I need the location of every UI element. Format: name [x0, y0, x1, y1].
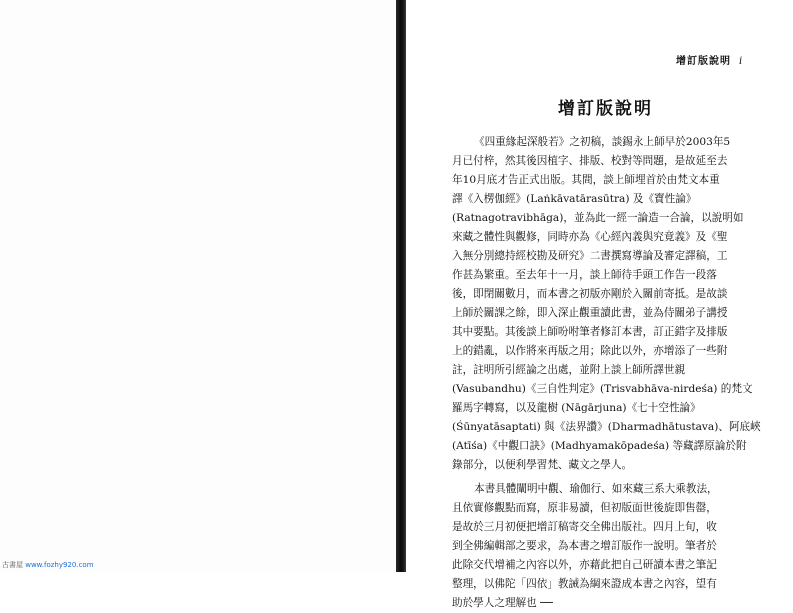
text-line: 羅馬字轉寫，以及龍樹 (Nāgārjuna)《七十空性論》: [452, 402, 701, 414]
body-text: [452, 133, 777, 613]
watermark-url: www.fozhy920.com: [25, 561, 94, 569]
text-line: 本書具體闡明中觀、瑜伽行、如來藏三系大乘教法，: [474, 483, 718, 495]
text-line: 譯《入楞伽經》(Laṅkāvatārasūtra) 及《寶性論》: [452, 193, 697, 205]
text-line: 此除交代增補之內容以外，亦藉此把自己研讀本書之筆記: [452, 559, 717, 571]
book-spine-gutter: [396, 0, 406, 572]
watermark-site: 古書屋: [2, 561, 23, 569]
site-watermark: [2, 560, 94, 570]
right-page: [406, 0, 793, 609]
text-line: (Ratnagotravibhāga)，並為此一經一論造一合論，以說明如: [452, 212, 744, 224]
text-line: (Atīśa)《中觀口訣》(Madhyamakōpadeśa) 等藏譯原論於附: [452, 440, 747, 452]
running-title: 增訂版說明: [676, 56, 731, 67]
paragraph-1: [452, 133, 777, 475]
page-title: 增訂版說明: [558, 99, 653, 119]
text-line: 入無分別總持經校勘及研究》二書撰寫導論及審定譯稿，工: [452, 250, 728, 262]
text-line: (Vasubandhu)《三自性判定》(Trisvabhāva-nirdeśa) 的梵文: [452, 383, 753, 395]
text-line: 月已付梓，然其後因植字、排版、校對等問題，是故延至去: [452, 155, 728, 167]
text-line: 作甚為繁重。至去年十一月，談上師待手頭工作告一段落: [452, 269, 717, 281]
text-line: 年10月底才告正式出版。其間，談上師埋首於由梵文本重: [452, 174, 720, 186]
text-line: 上的錯亂，以作將來再版之用；除此以外，亦增添了一些附: [452, 345, 728, 357]
text-line: 助於學人之理解也 ──: [452, 597, 553, 609]
text-line: 註，註明所引經論之出處，並附上談上師所譯世親: [452, 364, 686, 376]
text-line: 且依實修觀點而寫，原非易讀，但初版面世後旋即售罄，: [452, 502, 717, 514]
text-line: (Śūnyatāsaptati) 與《法界讚》(Dharmadhātustava)、阿底峽: [452, 421, 761, 433]
text-line: 其中要點。其後談上師吩咐筆者修訂本書，訂正錯字及排版: [452, 326, 728, 338]
text-line: 到全佛編輯部之要求，為本書之增訂版作一說明。筆者於: [452, 540, 717, 552]
text-line: 《四重緣起深般若》之初稿，談錫永上師早於2003年5: [474, 136, 731, 148]
page-folio: i: [739, 56, 744, 67]
running-header: [676, 52, 743, 67]
paragraph-2: [452, 480, 777, 613]
text-line: 來藏之體性與觀修，同時亦為《心經內義與究竟義》及《聖: [452, 231, 728, 243]
text-line: 上師於關課之餘，即入深止觀重讀此書，並為侍關弟子講授: [452, 307, 728, 319]
text-line: 錄部分，以便利學習梵、藏文之學人。: [452, 459, 633, 471]
text-line: 後，即閉關數月，而本書之初版亦剛於入關前寄抵。是故談: [452, 288, 728, 300]
text-line: 整理，以佛陀「四依」教誡為綱來證成本書之內容，望有: [452, 578, 717, 590]
left-blank-page: [0, 0, 396, 572]
text-line: 是故於三月初便把增訂稿寄交全佛出版社。四月上旬，收: [452, 521, 717, 533]
